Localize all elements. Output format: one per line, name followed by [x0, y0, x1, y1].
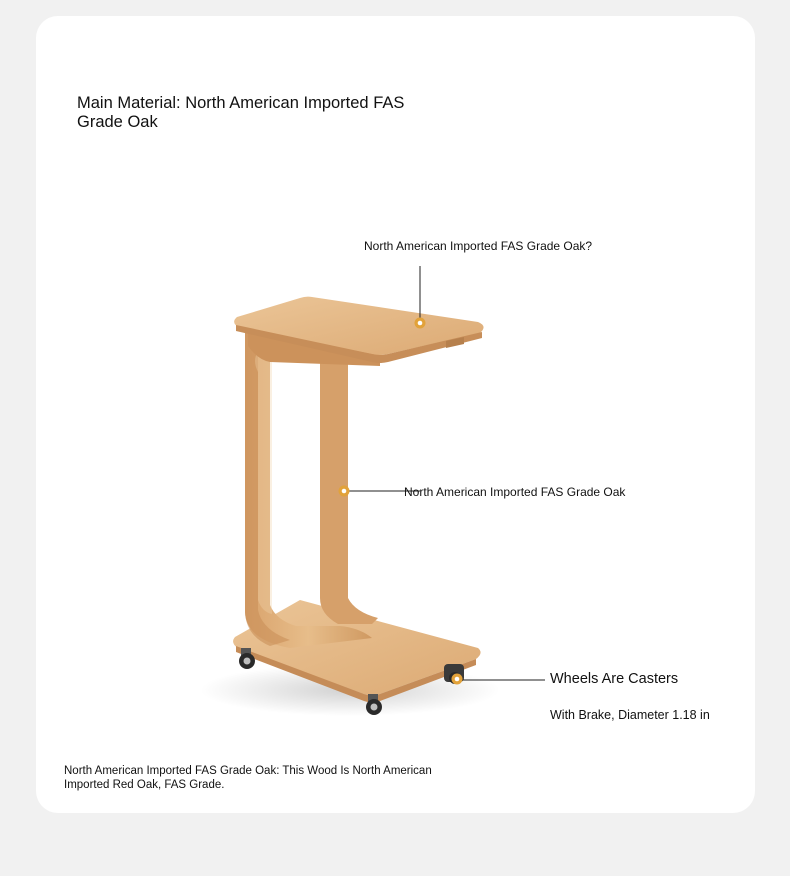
material-footnote: North American Imported FAS Grade Oak: This Wood Is North American Imported Red Oak, FAS Grade. — [64, 765, 432, 791]
callout-wheels-detail: With Brake, Diameter 1.18 in — [550, 708, 710, 722]
marker-middle — [339, 486, 350, 497]
front-frame — [245, 330, 372, 648]
callout-middle-label: North American Imported FAS Grade Oak — [404, 485, 626, 499]
marker-wheels — [452, 674, 463, 685]
marker-top — [415, 318, 426, 329]
callout-wheels-title: Wheels Are Casters — [550, 671, 679, 687]
page-title: Main Material: North American Imported FAS Grade Oak — [77, 94, 405, 131]
callout-top-label: North American Imported FAS Grade Oak? — [364, 239, 593, 253]
